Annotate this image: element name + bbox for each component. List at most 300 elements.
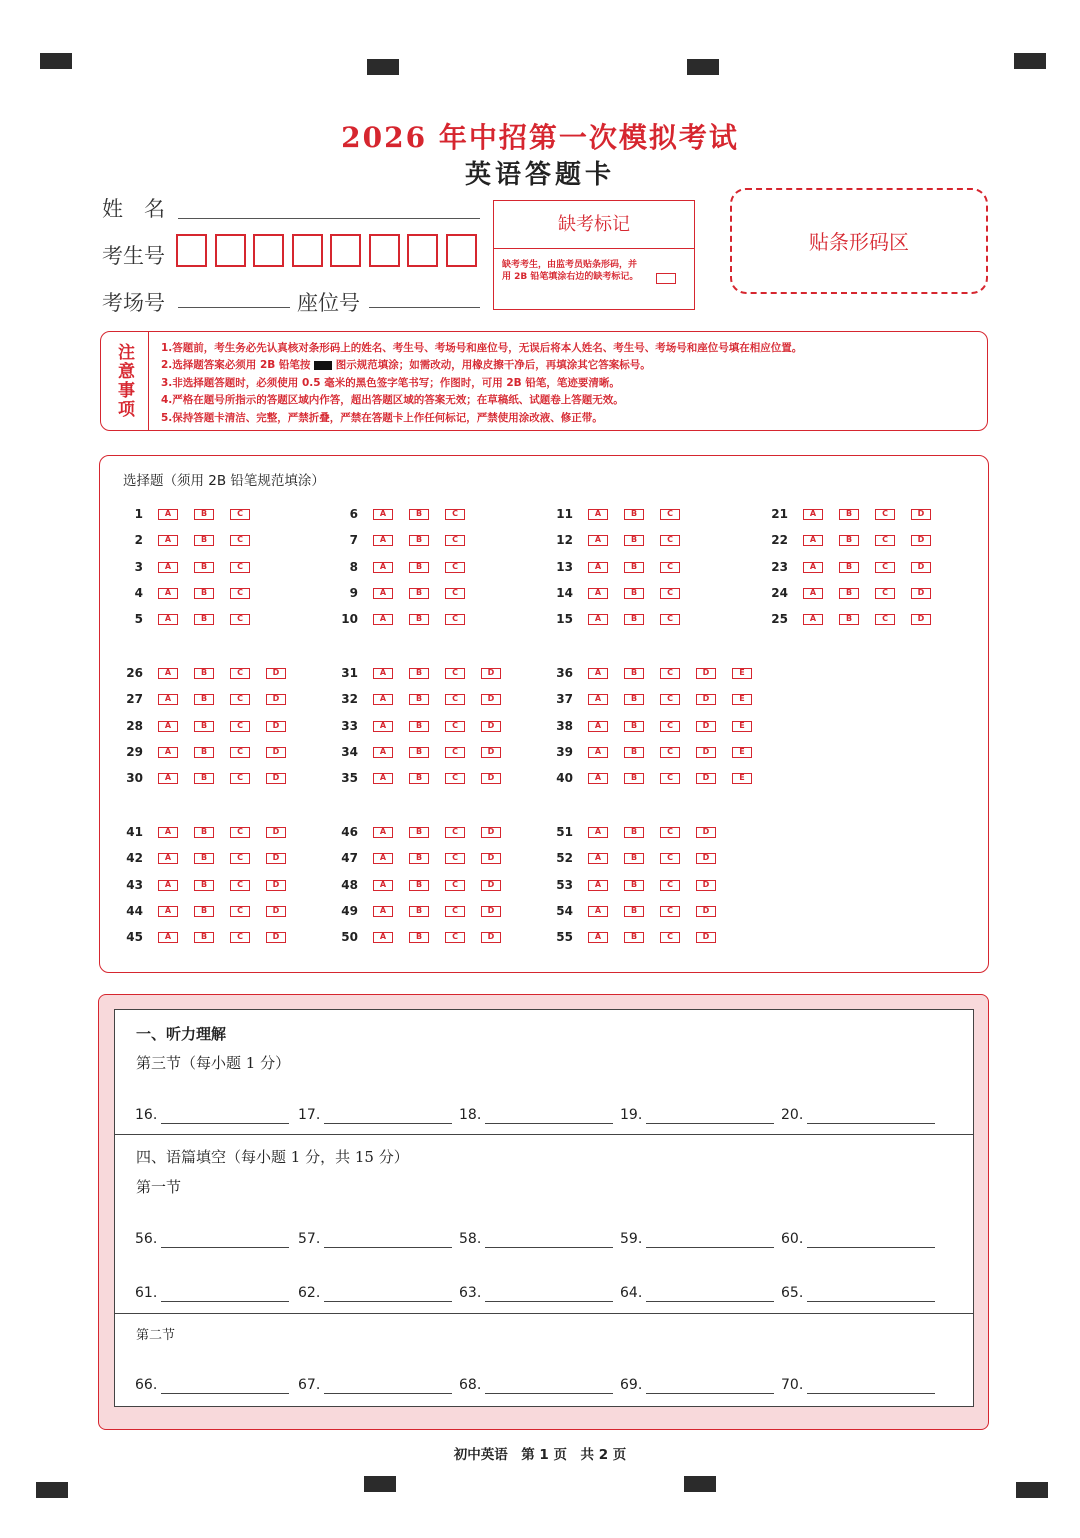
answer-bubble-a[interactable]: A	[158, 668, 178, 679]
answer-bubble-c[interactable]: C	[875, 509, 895, 520]
answer-bubble-c[interactable]: C	[445, 535, 465, 546]
answer-blank-line[interactable]	[161, 1247, 289, 1248]
answer-bubble-b[interactable]: B	[194, 880, 214, 891]
answer-bubble-b[interactable]: B	[409, 668, 429, 679]
answer-bubble-a[interactable]: A	[373, 509, 393, 520]
answer-bubble-b[interactable]: B	[194, 721, 214, 732]
answer-bubble-d[interactable]: D	[696, 773, 716, 784]
answer-bubble-b[interactable]: B	[839, 562, 859, 573]
question-number: 26	[126, 666, 143, 680]
filled-bubble-example-icon	[314, 361, 332, 370]
answer-bubble-c[interactable]: C	[875, 535, 895, 546]
question-number: 24	[771, 585, 788, 600]
question-number: 39	[556, 744, 573, 759]
answer-bubble-a[interactable]: A	[588, 509, 608, 520]
answer-bubble-c[interactable]: C	[660, 747, 680, 758]
notice-line-1: 1.答题前，考生务必先认真核对条形码上的姓名、考生号、考场号和座位号，无误后将本人姓名、考生号、考场号和座位号填在相应位置。	[161, 342, 803, 354]
answer-bubble-a[interactable]: A	[158, 880, 178, 891]
question-number: 12	[556, 533, 573, 548]
answer-bubble-c[interactable]: C	[445, 932, 465, 943]
seat-field[interactable]	[369, 307, 480, 308]
answer-bubble-d[interactable]: D	[481, 747, 501, 758]
answer-bubble-b[interactable]: B	[194, 614, 214, 625]
answer-bubble-b[interactable]: B	[839, 535, 859, 546]
answer-bubble-c[interactable]: C	[445, 906, 465, 917]
cloze-section-1: 第一节	[136, 1178, 182, 1196]
answer-bubble-c[interactable]: C	[445, 747, 465, 758]
answer-blank-line[interactable]	[646, 1393, 774, 1394]
answer-bubble-b[interactable]: B	[409, 562, 429, 573]
timing-mark	[367, 59, 399, 75]
answer-bubble-a[interactable]: A	[588, 588, 608, 599]
answer-bubble-a[interactable]: A	[803, 562, 823, 573]
answer-bubble-a[interactable]: A	[373, 827, 393, 838]
answer-bubble-d[interactable]: D	[911, 509, 931, 520]
answer-bubble-d[interactable]: D	[696, 694, 716, 705]
answer-bubble-c[interactable]: C	[660, 880, 680, 891]
answer-bubble-d[interactable]: D	[696, 827, 716, 838]
answer-bubble-b[interactable]: B	[624, 853, 644, 864]
answer-bubble-d[interactable]: D	[481, 932, 501, 943]
answer-bubble-c[interactable]: C	[230, 614, 250, 625]
answer-bubble-b[interactable]: B	[194, 932, 214, 943]
answer-blank-line[interactable]	[324, 1247, 452, 1248]
question-number: 9	[349, 585, 358, 600]
answer-bubble-c[interactable]: C	[660, 588, 680, 599]
blank-number: 68.	[459, 1377, 482, 1393]
blank-number: 20.	[781, 1107, 804, 1123]
answer-bubble-c[interactable]: C	[875, 562, 895, 573]
answer-bubble-a[interactable]: A	[158, 747, 178, 758]
answer-bubble-c[interactable]: C	[230, 906, 250, 917]
blank-number: 70.	[781, 1377, 804, 1393]
timing-mark	[364, 1476, 396, 1492]
answer-bubble-b[interactable]: B	[839, 509, 859, 520]
blank-number: 19.	[620, 1107, 643, 1123]
notice-lines	[161, 340, 981, 427]
blank-number: 65.	[781, 1285, 804, 1301]
answer-bubble-c[interactable]: C	[230, 853, 250, 864]
answer-bubble-b[interactable]: B	[194, 535, 214, 546]
answer-bubble-c[interactable]: C	[660, 773, 680, 784]
multiple-choice-frame	[99, 455, 989, 973]
name-label: 姓 名	[102, 197, 165, 221]
exam-title: 2026 年中招第一次模拟考试	[341, 121, 739, 154]
answer-bubble-a[interactable]: A	[588, 932, 608, 943]
answer-bubble-a[interactable]: A	[588, 853, 608, 864]
blank-number: 57.	[298, 1231, 321, 1247]
answer-bubble-a[interactable]: A	[588, 721, 608, 732]
answer-blank-line[interactable]	[485, 1301, 613, 1302]
id-digit-box[interactable]	[253, 234, 284, 267]
answer-bubble-a[interactable]: A	[588, 668, 608, 679]
answer-bubble-b[interactable]: B	[409, 509, 429, 520]
answer-bubble-c[interactable]: C	[230, 588, 250, 599]
answer-bubble-d[interactable]: D	[481, 773, 501, 784]
answer-bubble-c[interactable]: C	[230, 880, 250, 891]
question-number: 48	[341, 877, 358, 892]
answer-bubble-a[interactable]: A	[588, 535, 608, 546]
answer-bubble-b[interactable]: B	[409, 694, 429, 705]
answer-bubble-b[interactable]: B	[194, 853, 214, 864]
timing-mark	[687, 59, 719, 75]
answer-bubble-a[interactable]: A	[373, 562, 393, 573]
answer-bubble-b[interactable]: B	[409, 853, 429, 864]
answer-bubble-b[interactable]: B	[839, 588, 859, 599]
notice-line-2: 2.选择题答案必须用 2B 铅笔按 图示规范填涂；如需改动，用橡皮擦干净后，再填涂其它答案标号。	[161, 359, 651, 372]
blank-number: 62.	[298, 1285, 321, 1301]
answer-bubble-d[interactable]: D	[266, 827, 286, 838]
answer-bubble-c[interactable]: C	[445, 880, 465, 891]
section-divider	[114, 1313, 974, 1314]
answer-bubble-b[interactable]: B	[409, 932, 429, 943]
question-number: 41	[126, 825, 143, 839]
answer-blank-line[interactable]	[485, 1123, 613, 1124]
answer-bubble-b[interactable]: B	[409, 827, 429, 838]
answer-bubble-a[interactable]: A	[373, 880, 393, 891]
blank-number: 69.	[620, 1377, 643, 1393]
question-number: 40	[556, 771, 573, 786]
answer-bubble-b[interactable]: B	[624, 721, 644, 732]
answer-bubble-b[interactable]: B	[194, 668, 214, 679]
question-number: 54	[556, 903, 573, 918]
notice-line-4: 4.严格在题号所指示的答题区域内作答，超出答题区域的答案无效；在草稿纸、试题卷上答题无效。	[161, 394, 624, 407]
answer-bubble-e[interactable]: E	[732, 747, 752, 758]
question-number: 27	[126, 692, 143, 707]
blank-number: 58.	[459, 1231, 482, 1247]
answer-bubble-c[interactable]: C	[660, 509, 680, 520]
blank-number: 18.	[459, 1107, 482, 1123]
answer-bubble-d[interactable]: D	[266, 853, 286, 864]
barcode-area: 贴条形码区	[730, 188, 988, 294]
answer-bubble-d[interactable]: D	[696, 747, 716, 758]
answer-bubble-a[interactable]: A	[158, 853, 178, 864]
answer-bubble-a[interactable]: A	[158, 906, 178, 917]
answer-bubble-b[interactable]: B	[194, 827, 214, 838]
answer-bubble-b[interactable]: B	[194, 509, 214, 520]
answer-bubble-b[interactable]: B	[624, 614, 644, 625]
question-number: 6	[349, 507, 358, 521]
answer-bubble-a[interactable]: A	[373, 614, 393, 625]
question-number: 36	[556, 666, 573, 680]
answer-bubble-e[interactable]: E	[732, 694, 752, 705]
answer-bubble-a[interactable]: A	[373, 932, 393, 943]
answer-bubble-a[interactable]: A	[158, 721, 178, 732]
question-number: 3	[134, 559, 143, 574]
answer-bubble-d[interactable]: D	[266, 668, 286, 679]
answer-bubble-a[interactable]: A	[158, 562, 178, 573]
answer-bubble-b[interactable]: B	[624, 906, 644, 917]
answer-bubble-b[interactable]: B	[624, 694, 644, 705]
answer-bubble-a[interactable]: A	[158, 535, 178, 546]
answer-bubble-b[interactable]: B	[194, 747, 214, 758]
blank-number: 67.	[298, 1377, 321, 1393]
answer-bubble-c[interactable]: C	[230, 509, 250, 520]
blank-number: 64.	[620, 1285, 643, 1301]
answer-bubble-b[interactable]: B	[409, 588, 429, 599]
answer-bubble-d[interactable]: D	[696, 853, 716, 864]
answer-blank-line[interactable]	[161, 1123, 289, 1124]
answer-bubble-b[interactable]: B	[624, 535, 644, 546]
answer-bubble-d[interactable]: D	[696, 668, 716, 679]
answer-blank-line[interactable]	[324, 1301, 452, 1302]
page-footer: 初中英语 第 1 页 共 2 页	[453, 1447, 627, 1463]
answer-bubble-a[interactable]: A	[373, 668, 393, 679]
answer-bubble-b[interactable]: B	[624, 747, 644, 758]
answer-bubble-c[interactable]: C	[230, 773, 250, 784]
answer-bubble-d[interactable]: D	[481, 827, 501, 838]
answer-bubble-d[interactable]: D	[481, 721, 501, 732]
id-digit-box[interactable]	[407, 234, 438, 267]
answer-bubble-c[interactable]: C	[660, 827, 680, 838]
timing-mark	[36, 1482, 68, 1498]
student-id-label: 考生号	[102, 244, 165, 268]
answer-bubble-b[interactable]: B	[409, 614, 429, 625]
timing-mark	[684, 1476, 716, 1492]
answer-blank-line[interactable]	[807, 1393, 935, 1394]
answer-bubble-a[interactable]: A	[373, 747, 393, 758]
answer-bubble-b[interactable]: B	[624, 932, 644, 943]
answer-bubble-c[interactable]: C	[230, 668, 250, 679]
answer-bubble-d[interactable]: D	[481, 668, 501, 679]
answer-bubble-c[interactable]: C	[445, 588, 465, 599]
notice-line-5: 5.保持答题卡清洁、完整，严禁折叠，严禁在答题卡上作任何标记，严禁使用涂改液、修正带。	[161, 411, 603, 424]
answer-bubble-c[interactable]: C	[445, 694, 465, 705]
answer-blank-line[interactable]	[646, 1301, 774, 1302]
question-number: 2	[134, 533, 143, 548]
answer-blank-line[interactable]	[324, 1393, 452, 1394]
seat-label: 座位号	[297, 291, 360, 315]
absent-mark-title: 缺考标记	[494, 201, 694, 249]
answer-blank-line[interactable]	[161, 1301, 289, 1302]
answer-bubble-c[interactable]: C	[445, 509, 465, 520]
question-number: 46	[341, 825, 358, 839]
answer-bubble-b[interactable]: B	[409, 906, 429, 917]
answer-bubble-a[interactable]: A	[373, 535, 393, 546]
answer-bubble-e[interactable]: E	[732, 668, 752, 679]
answer-bubble-b[interactable]: B	[194, 562, 214, 573]
answer-bubble-a[interactable]: A	[373, 906, 393, 917]
id-digit-box[interactable]	[292, 234, 323, 267]
answer-bubble-a[interactable]: A	[373, 773, 393, 784]
answer-bubble-a[interactable]: A	[158, 827, 178, 838]
question-number: 15	[556, 612, 573, 627]
question-number: 35	[341, 771, 358, 786]
question-number: 45	[126, 930, 143, 945]
answer-bubble-c[interactable]: C	[660, 562, 680, 573]
answer-bubble-d[interactable]: D	[266, 721, 286, 732]
answer-bubble-d[interactable]: D	[696, 906, 716, 917]
id-digit-box[interactable]	[176, 234, 207, 267]
answer-bubble-d[interactable]: D	[266, 906, 286, 917]
multiple-choice-title: 选择题（须用 2B 铅笔规范填涂）	[123, 473, 325, 489]
question-number: 33	[341, 718, 358, 733]
answer-bubble-c[interactable]: C	[445, 721, 465, 732]
answer-bubble-c[interactable]: C	[660, 906, 680, 917]
answer-bubble-c[interactable]: C	[875, 614, 895, 625]
answer-bubble-c[interactable]: C	[660, 535, 680, 546]
answer-blank-line[interactable]	[807, 1247, 935, 1248]
answer-bubble-b[interactable]: B	[624, 827, 644, 838]
question-number: 29	[126, 744, 143, 759]
answer-bubble-d[interactable]: D	[696, 721, 716, 732]
answer-bubble-b[interactable]: B	[409, 721, 429, 732]
answer-bubble-b[interactable]: B	[409, 773, 429, 784]
answer-bubble-a[interactable]: A	[158, 694, 178, 705]
answer-bubble-c[interactable]: C	[660, 694, 680, 705]
question-number: 10	[341, 612, 358, 627]
answer-bubble-b[interactable]: B	[409, 747, 429, 758]
question-number: 14	[556, 585, 573, 600]
timing-mark	[1016, 1482, 1048, 1498]
card-subtitle: 英语答题卡	[464, 160, 615, 190]
answer-bubble-b[interactable]: B	[624, 773, 644, 784]
answer-bubble-d[interactable]: D	[481, 694, 501, 705]
answer-bubble-b[interactable]: B	[624, 668, 644, 679]
blank-number: 60.	[781, 1231, 804, 1247]
answer-bubble-c[interactable]: C	[445, 773, 465, 784]
answer-bubble-c[interactable]: C	[875, 588, 895, 599]
answer-bubble-b[interactable]: B	[194, 694, 214, 705]
answer-bubble-a[interactable]: A	[588, 773, 608, 784]
answer-bubble-d[interactable]: D	[481, 853, 501, 864]
id-digit-box[interactable]	[369, 234, 400, 267]
answer-bubble-b[interactable]: B	[624, 509, 644, 520]
question-number: 1	[134, 507, 143, 521]
room-label: 考场号	[102, 291, 165, 315]
answer-bubble-b[interactable]: B	[409, 535, 429, 546]
answer-bubble-d[interactable]: D	[911, 588, 931, 599]
listening-subtitle: 第三节（每小题 1 分）	[136, 1054, 291, 1072]
answer-bubble-d[interactable]: D	[481, 880, 501, 891]
id-digit-box[interactable]	[330, 234, 361, 267]
room-field[interactable]	[178, 307, 290, 308]
answer-bubble-c[interactable]: C	[445, 668, 465, 679]
answer-bubble-c[interactable]: C	[445, 827, 465, 838]
question-number: 55	[556, 930, 573, 945]
question-number: 22	[771, 533, 788, 548]
answer-bubble-a[interactable]: A	[158, 773, 178, 784]
answer-bubble-d[interactable]: D	[266, 773, 286, 784]
cloze-section-2: 第二节	[136, 1328, 176, 1343]
answer-bubble-a[interactable]: A	[803, 535, 823, 546]
question-number: 31	[341, 666, 358, 680]
question-number: 4	[134, 585, 143, 600]
answer-bubble-b[interactable]: B	[624, 588, 644, 599]
answer-bubble-c[interactable]: C	[230, 721, 250, 732]
question-number: 5	[134, 612, 143, 627]
answer-bubble-a[interactable]: A	[158, 932, 178, 943]
answer-bubble-c[interactable]: C	[230, 932, 250, 943]
answer-bubble-a[interactable]: A	[588, 747, 608, 758]
name-field[interactable]	[178, 218, 480, 219]
answer-bubble-a[interactable]: A	[588, 827, 608, 838]
answer-bubble-c[interactable]: C	[230, 535, 250, 546]
answer-bubble-d[interactable]: D	[696, 932, 716, 943]
answer-bubble-c[interactable]: C	[230, 694, 250, 705]
answer-bubble-a[interactable]: A	[158, 588, 178, 599]
absent-mark-bubble[interactable]	[656, 273, 676, 284]
answer-blank-line[interactable]	[161, 1393, 289, 1394]
answer-bubble-a[interactable]: A	[588, 562, 608, 573]
answer-bubble-d[interactable]: D	[911, 614, 931, 625]
answer-blank-line[interactable]	[485, 1393, 613, 1394]
answer-bubble-c[interactable]: C	[660, 853, 680, 864]
answer-bubble-a[interactable]: A	[373, 721, 393, 732]
answer-bubble-b[interactable]: B	[839, 614, 859, 625]
answer-bubble-d[interactable]: D	[696, 880, 716, 891]
answer-bubble-a[interactable]: A	[803, 588, 823, 599]
answer-bubble-e[interactable]: E	[732, 773, 752, 784]
answer-bubble-a[interactable]: A	[588, 906, 608, 917]
blank-number: 16.	[135, 1107, 158, 1123]
answer-bubble-a[interactable]: A	[588, 880, 608, 891]
answer-bubble-d[interactable]: D	[481, 906, 501, 917]
answer-bubble-a[interactable]: A	[588, 694, 608, 705]
answer-bubble-d[interactable]: D	[266, 932, 286, 943]
blank-number: 63.	[459, 1285, 482, 1301]
answer-blank-line[interactable]	[485, 1247, 613, 1248]
answer-bubble-d[interactable]: D	[266, 747, 286, 758]
answer-bubble-a[interactable]: A	[158, 614, 178, 625]
answer-blank-line[interactable]	[646, 1247, 774, 1248]
answer-bubble-a[interactable]: A	[373, 588, 393, 599]
answer-bubble-a[interactable]: A	[803, 614, 823, 625]
answer-bubble-c[interactable]: C	[230, 827, 250, 838]
answer-blank-line[interactable]	[324, 1123, 452, 1124]
question-number: 28	[126, 718, 143, 733]
answer-bubble-c[interactable]: C	[660, 932, 680, 943]
answer-bubble-b[interactable]: B	[194, 906, 214, 917]
answer-bubble-c[interactable]: C	[660, 721, 680, 732]
answer-bubble-c[interactable]: C	[660, 614, 680, 625]
answer-bubble-e[interactable]: E	[732, 721, 752, 732]
answer-blank-line[interactable]	[807, 1123, 935, 1124]
answer-bubble-b[interactable]: B	[409, 880, 429, 891]
question-number: 11	[556, 507, 573, 521]
answer-bubble-c[interactable]: C	[445, 853, 465, 864]
question-number: 32	[341, 692, 358, 707]
question-number: 51	[556, 825, 573, 839]
answer-bubble-b[interactable]: B	[194, 773, 214, 784]
answer-bubble-c[interactable]: C	[445, 562, 465, 573]
answer-bubble-b[interactable]: B	[194, 588, 214, 599]
blank-number: 56.	[135, 1231, 158, 1247]
answer-blank-line[interactable]	[807, 1301, 935, 1302]
answer-bubble-a[interactable]: A	[373, 694, 393, 705]
question-number: 7	[349, 533, 358, 548]
timing-mark	[40, 53, 72, 69]
answer-bubble-b[interactable]: B	[624, 562, 644, 573]
answer-bubble-c[interactable]: C	[230, 747, 250, 758]
answer-blank-line[interactable]	[646, 1123, 774, 1124]
answer-bubble-b[interactable]: B	[624, 880, 644, 891]
answer-bubble-d[interactable]: D	[266, 694, 286, 705]
answer-bubble-a[interactable]: A	[588, 614, 608, 625]
answer-bubble-a[interactable]: A	[158, 509, 178, 520]
answer-bubble-a[interactable]: A	[803, 509, 823, 520]
answer-bubble-d[interactable]: D	[911, 535, 931, 546]
answer-bubble-d[interactable]: D	[911, 562, 931, 573]
id-digit-box[interactable]	[446, 234, 477, 267]
answer-bubble-c[interactable]: C	[445, 614, 465, 625]
id-digit-box[interactable]	[215, 234, 246, 267]
answer-bubble-d[interactable]: D	[266, 880, 286, 891]
answer-bubble-a[interactable]: A	[373, 853, 393, 864]
answer-bubble-c[interactable]: C	[660, 668, 680, 679]
question-number: 42	[126, 851, 143, 866]
answer-bubble-c[interactable]: C	[230, 562, 250, 573]
